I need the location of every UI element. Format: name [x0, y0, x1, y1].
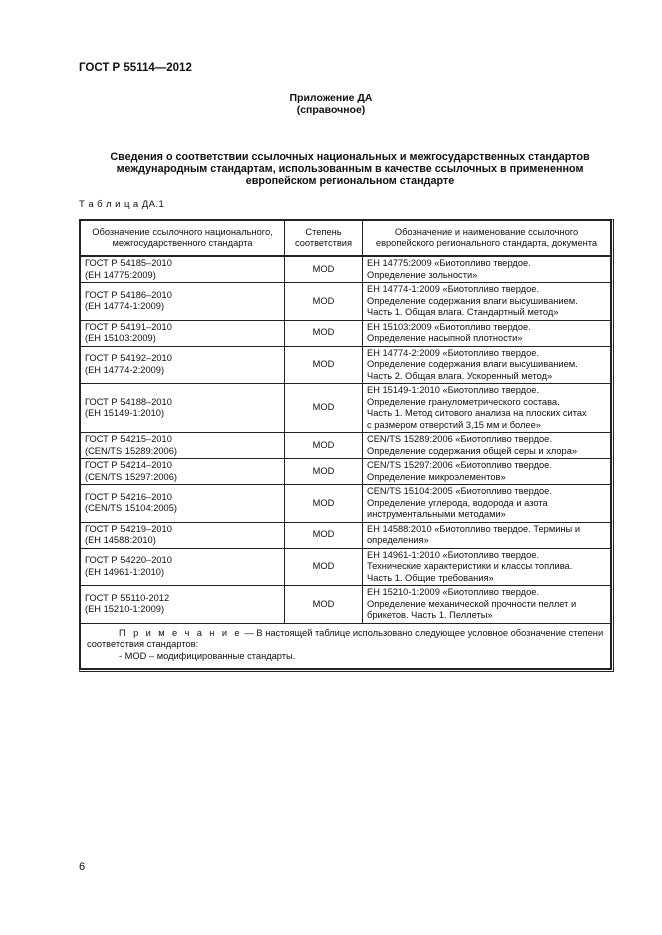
degree-cell: MOD [285, 522, 363, 548]
national-standard-cell [81, 256, 285, 283]
degree-cell: MOD [285, 346, 363, 384]
national-standard-cell [81, 283, 285, 321]
header-line: Обозначение и наименование ссылочного [394, 226, 579, 237]
note-item: - MOD – модифицированные стандарты. [119, 650, 296, 661]
table-row [81, 433, 611, 459]
note-text [87, 628, 604, 651]
european-standard-cell [363, 256, 611, 283]
table-row [81, 283, 611, 321]
cell-line: (ЕН 14961-1:2010) [85, 566, 165, 577]
correspondence-table-frame [79, 219, 614, 672]
note-body: — В настоящей таблице использовано следующее условное обозначение степени соответствия стандартов: [87, 627, 604, 649]
cell-line: ГОСТ Р 54185–2010 [85, 258, 172, 268]
cell-line: ГОСТ Р 54216–2010 [85, 491, 172, 502]
degree-cell: MOD [285, 459, 363, 485]
header-line: соответствия [294, 238, 353, 248]
national-standard-cell [81, 459, 285, 485]
national-standard-cell [81, 346, 285, 384]
table-row [81, 384, 611, 433]
header-national-standard [81, 221, 285, 257]
cell-line: CEN/TS 15104:2005 «Биотопливо твердое. [367, 486, 552, 496]
cell-line: ЕН 14774-1:2009 «Биотопливо твердое. [367, 284, 540, 294]
table-caption: Т а б л и ц а ДА.1 [79, 199, 165, 210]
european-standard-cell [363, 586, 611, 624]
european-standard-cell [363, 485, 611, 523]
cell-line: ЕН 14588:2010 «Биотопливо твердое. Термины и [367, 523, 581, 534]
national-standard-cell [81, 485, 285, 523]
national-standard-cell [81, 586, 285, 624]
european-standard-cell [363, 522, 611, 548]
header-line: Степень [305, 226, 342, 237]
cell-line: Определение углерода, водорода и азота [367, 497, 548, 508]
table-row [81, 256, 611, 283]
degree-cell: MOD [285, 384, 363, 433]
cell-line: Часть 2. Общая влага. Ускоренный метод» [367, 370, 553, 381]
cell-line: (CEN/TS 15289:2006) [85, 445, 177, 456]
table-note-row [81, 623, 611, 669]
european-standard-cell [363, 548, 611, 586]
cell-line: ГОСТ Р 55110-2012 [85, 592, 170, 603]
cell-line: ЕН 14774-2:2009 «Биотопливо твердое. [367, 347, 540, 358]
european-standard-cell [363, 346, 611, 384]
cell-line: (CEN/TS 15104:2005) [85, 503, 177, 514]
national-standard-cell [81, 433, 285, 459]
european-standard-cell [363, 320, 611, 346]
cell-line: ЕН 14775:2009 «Биотопливо твердое. [367, 258, 531, 268]
degree-cell: MOD [285, 485, 363, 523]
cell-line: Часть 1. Метод ситового анализа на плоских ситах [367, 408, 587, 418]
european-standard-cell [363, 433, 611, 459]
cell-line: ГОСТ Р 54191–2010 [85, 321, 172, 332]
cell-line: определения» [367, 535, 429, 545]
cell-line: инструментальными методами» [367, 509, 506, 519]
cell-line: ЕН 15210-1:2009 «Биотопливо твердое. [367, 587, 540, 597]
european-standard-cell [363, 283, 611, 321]
header-degree [285, 221, 363, 257]
cell-line: с размером отверстий 3,15 мм и более» [367, 419, 541, 430]
cell-line: ГОСТ Р 54186–2010 [85, 289, 172, 300]
annex-heading [0, 92, 662, 116]
cell-line: ГОСТ Р 54215–2010 [85, 434, 172, 444]
cell-line: Определение содержания влаги высушиванием. [367, 359, 578, 369]
degree-cell: MOD [285, 548, 363, 586]
national-standard-cell [81, 384, 285, 433]
heading-line: европейском региональном стандарте [245, 175, 455, 187]
table-row [81, 459, 611, 485]
header-line: межгосударственного стандарта [112, 238, 253, 248]
annex-title: Приложение ДА [289, 92, 373, 104]
cell-line: ГОСТ Р 54214–2010 [85, 460, 172, 470]
heading-line: международным стандартам, использованным в качестве ссылочных в примененном [116, 163, 584, 175]
degree-cell: MOD [285, 586, 363, 624]
header-european-standard [363, 221, 611, 257]
european-standard-cell [363, 384, 611, 433]
national-standard-cell [81, 548, 285, 586]
national-standard-cell [81, 320, 285, 346]
cell-line: Часть 1. Общая влага. Стандартный метод» [367, 307, 559, 317]
cell-line: ГОСТ Р 54188–2010 [85, 396, 172, 407]
table-row [81, 346, 611, 384]
cell-line: Определение механической прочности пеллет и [367, 598, 577, 609]
cell-line: (ЕН 14774-1:2009) [85, 301, 165, 312]
heading-line: Сведения о соответствии ссылочных национальных и межгосударственных стандартов [110, 151, 590, 163]
cell-line: Часть 1. Общие требования» [367, 572, 494, 583]
cell-line: Определение содержания влаги высушиванием. [367, 295, 578, 306]
table-row [81, 485, 611, 523]
european-standard-cell [363, 459, 611, 485]
cell-line: ЕН 15149-1:2010 «Биотопливо твердое. [367, 385, 540, 395]
cell-line: Определение содержания общей серы и хлора» [367, 445, 578, 456]
table-row [81, 522, 611, 548]
cell-line: (ЕН 15103:2009) [85, 333, 156, 343]
cell-line: CEN/TS 15289:2006 «Биотопливо твердое. [367, 434, 552, 444]
cell-line: (ЕН 15149-1:2010) [85, 408, 165, 418]
note-label: П р и м е ч а н и е [119, 627, 242, 638]
header-line: европейского регионального стандарта, документа [375, 238, 598, 248]
degree-cell: MOD [285, 320, 363, 346]
correspondence-table [80, 220, 611, 669]
table-body [81, 256, 611, 623]
table-row [81, 548, 611, 586]
table-row [81, 320, 611, 346]
cell-line: брикетов. Часть 1. Пеллеты» [367, 610, 493, 620]
header-line: Обозначение ссылочного национального, [92, 226, 273, 237]
cell-line: (ЕН 14774-2:2009) [85, 364, 165, 375]
cell-line: ЕН 15103:2009 «Биотопливо твердое. [367, 321, 531, 332]
annex-subtitle: (справочное) [296, 104, 366, 116]
cell-line: (ЕН 15210-1:2009) [85, 604, 165, 615]
cell-line: CEN/TS 15297:2006 «Биотопливо твердое. [367, 460, 552, 470]
cell-line: (CEN/TS 15297:2006) [85, 471, 177, 482]
standard-id: ГОСТ Р 55114—2012 [79, 62, 192, 74]
cell-line: Технические характеристики и классы топлива. [367, 561, 573, 571]
degree-cell: MOD [285, 256, 363, 283]
table-header-row [81, 221, 611, 257]
cell-line: (ЕН 14588:2010) [85, 535, 156, 545]
page-number: 6 [79, 861, 86, 873]
cell-line: ГОСТ Р 54219–2010 [85, 523, 172, 534]
degree-cell: MOD [285, 433, 363, 459]
cell-line: Определение насыпной плотности» [367, 333, 523, 343]
cell-line: Определение гранулометрического состава. [367, 396, 560, 407]
section-heading [90, 151, 610, 187]
national-standard-cell [81, 522, 285, 548]
cell-line: ЕН 14961-1:2010 «Биотопливо твердое. [367, 549, 540, 560]
cell-line: ГОСТ Р 54220–2010 [85, 555, 172, 566]
table-row [81, 586, 611, 624]
cell-line: Определение зольности» [367, 269, 478, 280]
cell-line: ГОСТ Р 54192–2010 [85, 353, 172, 364]
table-note [81, 623, 611, 669]
degree-cell: MOD [285, 283, 363, 321]
cell-line: (ЕН 14775:2009) [85, 269, 156, 280]
cell-line: Определение микроэлементов» [367, 471, 506, 482]
